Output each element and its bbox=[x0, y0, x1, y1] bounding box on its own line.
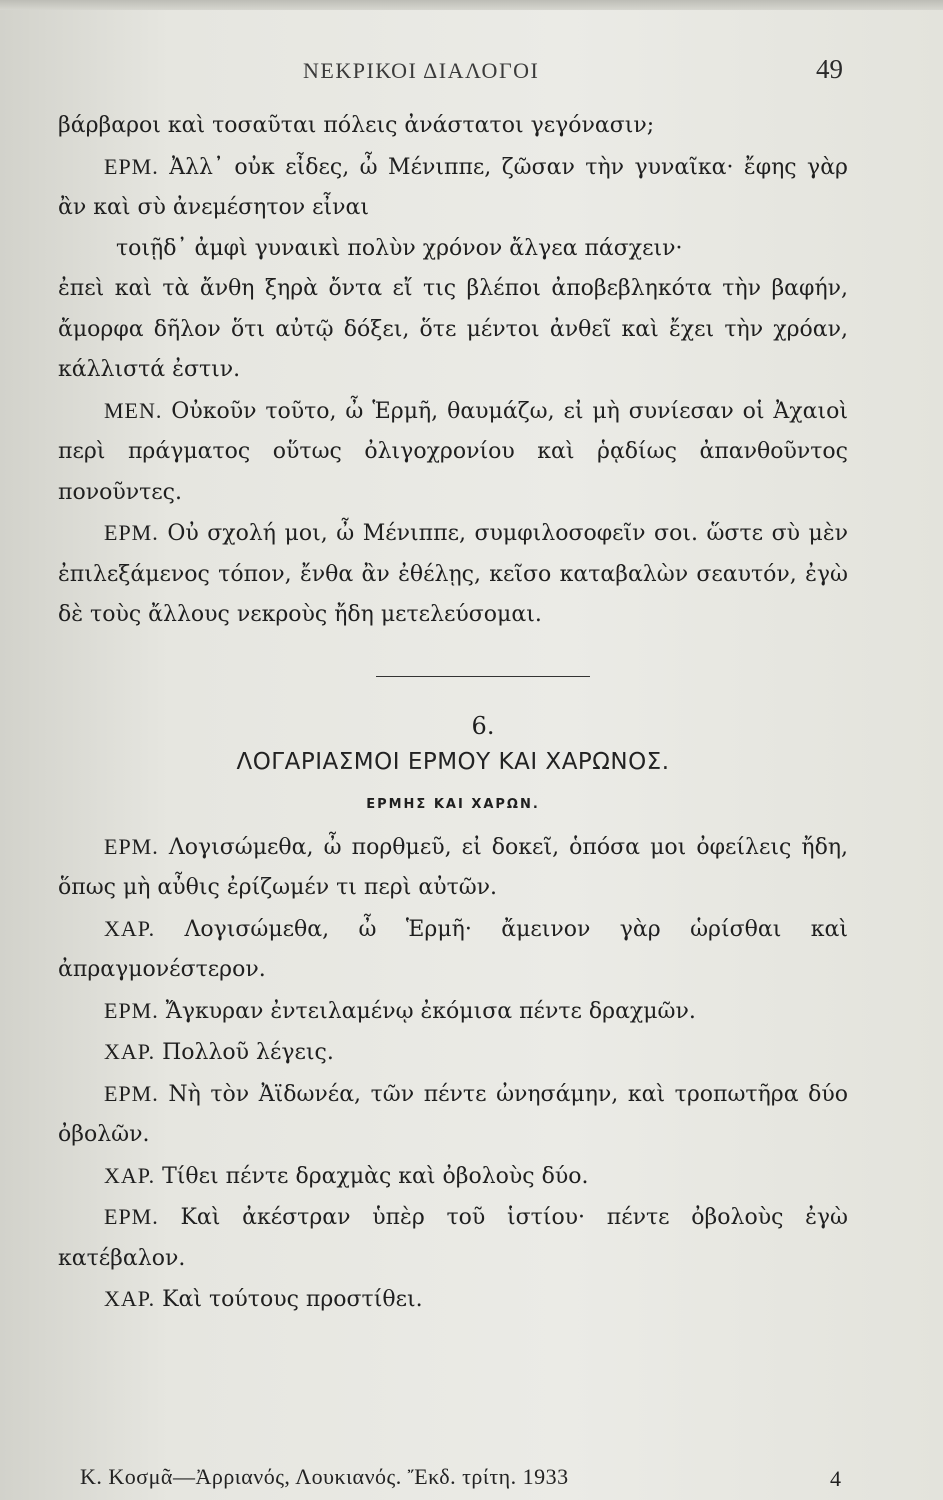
dialogue bbox=[58, 827, 848, 1321]
speaker-label: ΜΕΝ. bbox=[104, 397, 163, 423]
paragraph-hermes-2 bbox=[58, 513, 848, 636]
page-footer: Κ. Κοσμᾶ—Ἀρριανός, Λουκιανός. Ἔκδ. τρίτη. 1933 bbox=[80, 1464, 569, 1489]
page-top-edge bbox=[0, 0, 943, 10]
verse-quotation: τοιῇδ᾽ ἀμφὶ γυναικὶ πολὺν χρόνον ἄλγεα πάσχειν· bbox=[116, 235, 683, 261]
dialogue-line bbox=[58, 909, 848, 991]
body-text bbox=[58, 106, 848, 1321]
dialogue-text: Λογισώμεθα, ὦ πορθμεῦ, εἰ δοκεῖ, ὁπόσα μοι ὀφείλεις ἤδη, ὅπως μὴ αὖθις ἐρίζωμέν τι περὶ αὐτῶν. bbox=[58, 834, 848, 900]
section-number: 6. bbox=[471, 711, 495, 740]
speaker-label: ΕΡΜ. bbox=[104, 153, 159, 179]
running-title: ΝΕΚΡΙΚΟΙ ΔΙΑΛΟΓΟΙ bbox=[303, 58, 540, 83]
section-title: ΛΟΓΑΡΙΑΣΜΟΙ ΕΡΜΟΥ ΚΑΙ ΧΑΡΩΝΟΣ. bbox=[236, 748, 670, 775]
speaker-label: ΧΑΡ. bbox=[104, 1039, 156, 1064]
dialogue-line bbox=[58, 827, 848, 909]
dialogue-line bbox=[58, 1032, 848, 1074]
dialogue-text: Καὶ τούτους προστίθει. bbox=[162, 1287, 423, 1312]
dialogue-line bbox=[58, 1279, 848, 1321]
speaker-label: ΕΡΜ. bbox=[104, 1204, 159, 1229]
dialogue-line bbox=[58, 991, 848, 1033]
printer-signature: 4 bbox=[830, 1466, 841, 1491]
paragraph-hermes-1 bbox=[58, 147, 848, 229]
dramatis-personae: ΕΡΜΗΣ ΚΑΙ ΧΑΡΩΝ. bbox=[366, 796, 540, 812]
page-header bbox=[0, 54, 943, 92]
dialogue-line bbox=[58, 1074, 848, 1156]
speaker-label: ΕΡΜ. bbox=[104, 520, 159, 545]
speaker-label: ΕΡΜ. bbox=[104, 997, 159, 1023]
dialogue-text: Ἄγκυραν ἐντειλαμένῳ ἐκόμισα πέντε δραχμῶν. bbox=[165, 998, 696, 1024]
speaker-label: ΧΑΡ. bbox=[104, 915, 156, 941]
speaker-label: ΕΡΜ. bbox=[104, 833, 159, 859]
paragraph-continuation: ἐπεὶ καὶ τὰ ἄνθη ξηρὰ ὄντα εἴ τις βλέποι ἀποβεβληκότα τὴν βαφήν, ἄμορφα δῆλον ὅτι αὐτῷ δόξει, ὅτε μέντοι ἀνθεῖ καὶ ἔχει τὴν χρόαν, κάλλιστά ἐστιν. bbox=[58, 276, 848, 382]
paragraph-text: Οὐ σχολή μοι, ὦ Μένιππε, συμφιλοσοφεῖν σοι. ὥστε σὺ μὲν ἐπιλεξάμενος τόπον, ἔνθα ἂν ἐθέλῃς, κεῖσο καταβαλὼν σεαυτόν, ἐγὼ δὲ τοὺς ἄλλους νεκροὺς ἤδη μετελεύσομαι. bbox=[58, 521, 848, 627]
speaker-label: ΕΡΜ. bbox=[104, 1080, 159, 1106]
section-divider bbox=[376, 676, 590, 677]
dialogue-line bbox=[58, 1197, 848, 1279]
dialogue-text: Καὶ ἀκέστραν ὑπὲρ τοῦ ἱστίου· πέντε ὀβολοὺς ἐγὼ κατέβαλον. bbox=[58, 1205, 848, 1271]
dialogue-text: Λογισώμεθα, ὦ Ἑρμῆ· ἄμεινον γὰρ ὡρίσθαι καὶ ἀπραγμονέστερον. bbox=[58, 916, 848, 982]
dialogue-text: Νὴ τὸν Ἀϊδωνέα, τῶν πέντε ὠνησάμην, καὶ τροπωτῆρα δύο ὀβολῶν. bbox=[58, 1081, 849, 1147]
paragraph-text: Οὐκοῦν τοῦτο, ὦ Ἑρμῆ, θαυμάζω, εἰ μὴ συνίεσαν οἱ Ἀχαιοὶ περὶ πράγματος οὕτως ὀλιγοχρονίου καὶ ῥᾳδίως ἀπανθοῦντος πονοῦντες. bbox=[58, 398, 848, 505]
speaker-label: ΧΑΡ. bbox=[104, 1286, 156, 1311]
dialogue-text: Πολλοῦ λέγεις. bbox=[162, 1040, 334, 1065]
paragraph-text: Ἀλλ᾽ οὐκ εἶδες, ὦ Μένιππε, ζῶσαν τὴν γυναῖκα· ἔφης γὰρ ἂν καὶ σὺ ἀνεμέσητον εἶναι bbox=[58, 154, 848, 220]
speaker-label: ΧΑΡ. bbox=[104, 1162, 156, 1188]
dialogue-line bbox=[58, 1156, 848, 1198]
dialogue-text: Τίθει πέντε δραχμὰς καὶ ὀβολοὺς δύο. bbox=[162, 1163, 589, 1189]
page-number: 49 bbox=[816, 54, 843, 84]
continuation-line: βάρβαροι καὶ τοσαῦται πόλεις ἀνάστατοι γεγόνασιν; bbox=[58, 113, 655, 138]
paragraph-menippus bbox=[58, 391, 848, 514]
